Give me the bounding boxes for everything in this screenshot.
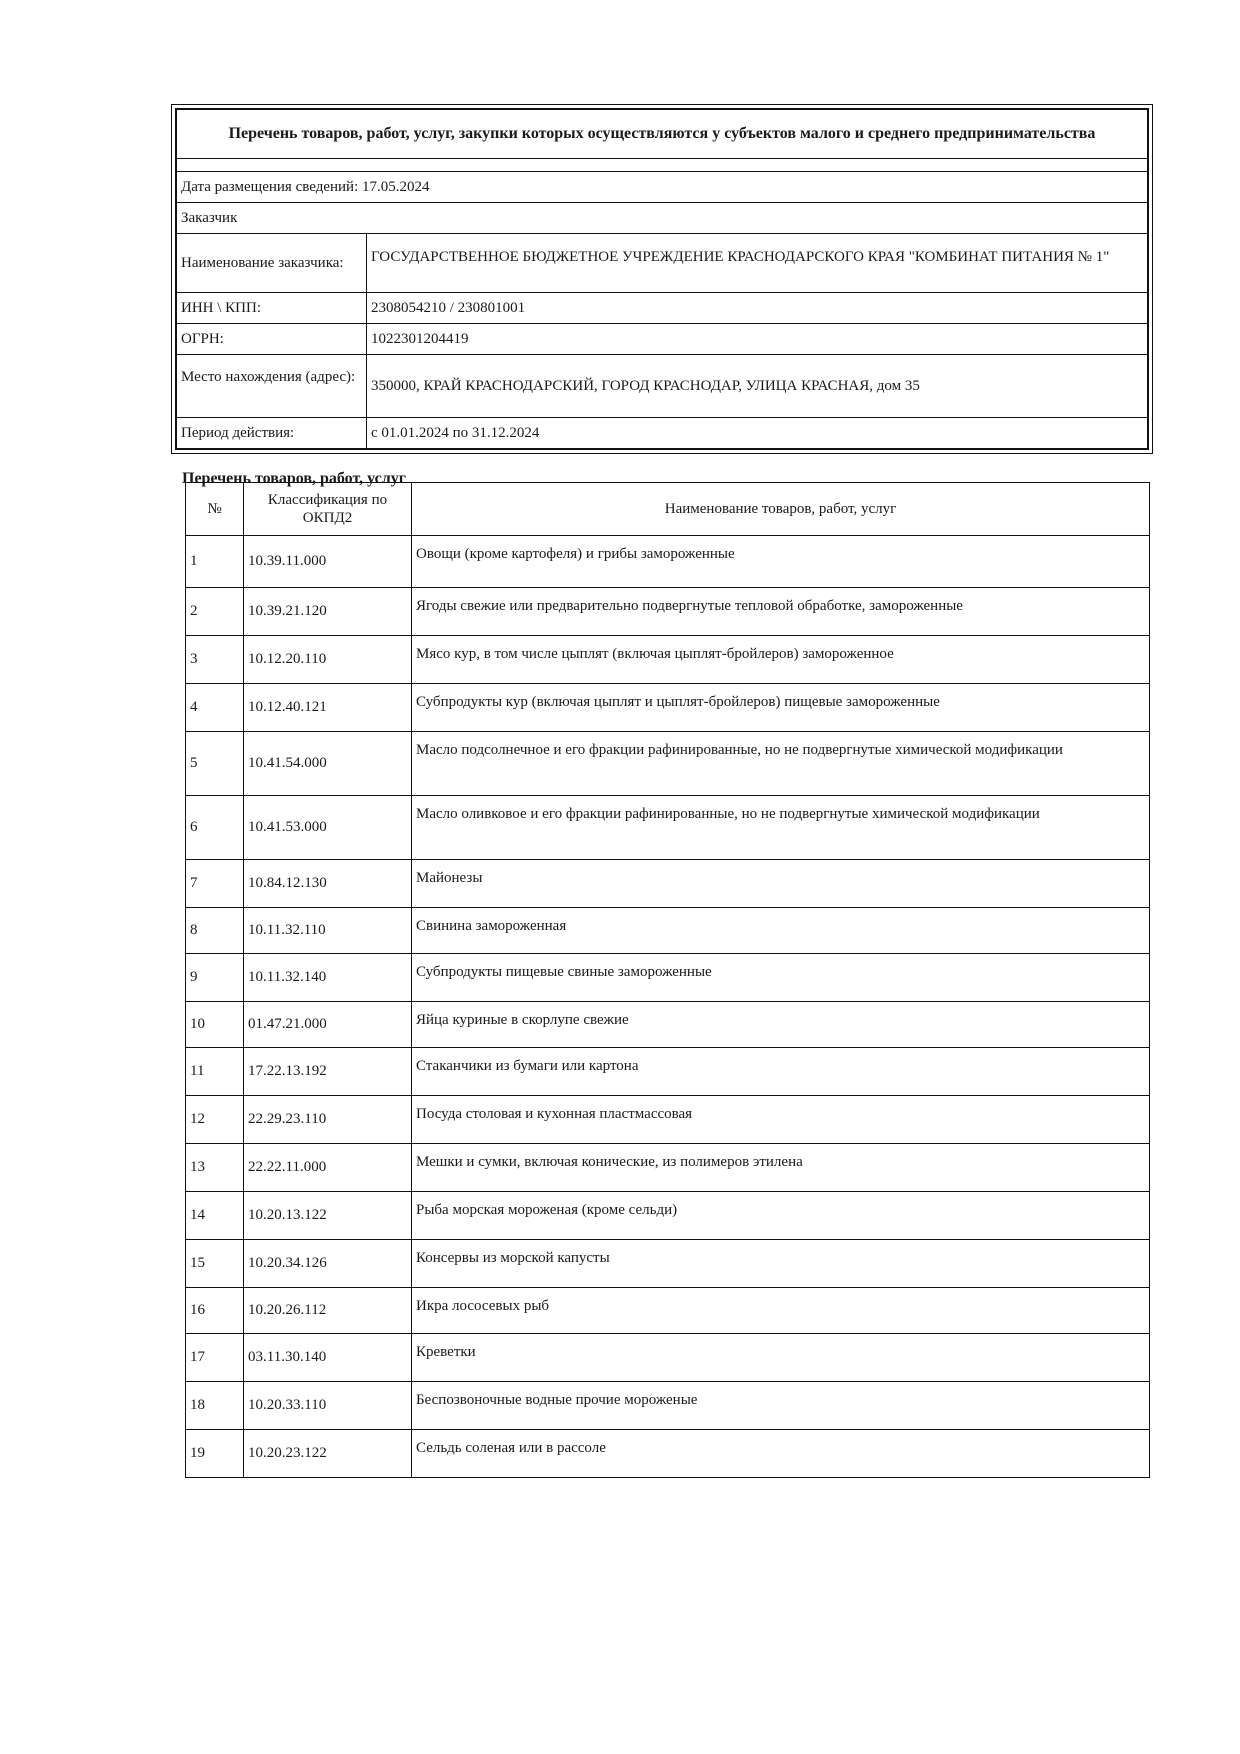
header-goods-name: Наименование товаров, работ, услуг bbox=[412, 483, 1150, 536]
inn-kpp-value: 2308054210 / 230801001 bbox=[371, 299, 526, 316]
row-okpd2-code: 10.20.34.126 bbox=[244, 1240, 412, 1288]
header-number: № bbox=[186, 483, 244, 536]
table-row bbox=[186, 1192, 1150, 1240]
row-okpd2-code: 10.39.21.120 bbox=[244, 588, 412, 636]
customer-section-label: Заказчик bbox=[177, 203, 1147, 234]
row-goods-name: Мешки и сумки, включая конические, из полимеров этилена bbox=[412, 1144, 1150, 1192]
table-row bbox=[186, 732, 1150, 796]
row-goods-name: Ягоды свежие или предварительно подвергнутые тепловой обработке, замороженные bbox=[412, 588, 1150, 636]
header-okpd2: Классификация по ОКПД2 bbox=[244, 483, 412, 536]
table-row bbox=[186, 588, 1150, 636]
row-number: 17 bbox=[186, 1334, 244, 1382]
row-number: 16 bbox=[186, 1288, 244, 1334]
goods-table-body bbox=[186, 536, 1150, 1478]
row-number: 6 bbox=[186, 796, 244, 860]
inn-kpp-row bbox=[177, 293, 1147, 324]
table-row bbox=[186, 1096, 1150, 1144]
row-okpd2-code: 10.41.54.000 bbox=[244, 732, 412, 796]
document-title: Перечень товаров, работ, услуг, закупки которых осуществляются у субъектов малого и среднего предпринимательства bbox=[177, 110, 1147, 159]
row-number: 18 bbox=[186, 1382, 244, 1430]
table-row bbox=[186, 1382, 1150, 1430]
row-number: 2 bbox=[186, 588, 244, 636]
row-okpd2-code: 03.11.30.140 bbox=[244, 1334, 412, 1382]
row-goods-name: Субпродукты пищевые свиные замороженные bbox=[412, 954, 1150, 1002]
table-row bbox=[186, 860, 1150, 908]
row-okpd2-code: 10.20.23.122 bbox=[244, 1430, 412, 1478]
placement-date: Дата размещения сведений: 17.05.2024 bbox=[177, 172, 1147, 203]
table-row bbox=[186, 684, 1150, 732]
row-okpd2-code: 10.84.12.130 bbox=[244, 860, 412, 908]
row-goods-name: Субпродукты кур (включая цыплят и цыплят-бройлеров) пищевые замороженные bbox=[412, 684, 1150, 732]
row-goods-name: Майонезы bbox=[412, 860, 1150, 908]
row-okpd2-code: 10.41.53.000 bbox=[244, 796, 412, 860]
customer-name-label: Наименование заказчика: bbox=[177, 234, 367, 292]
row-goods-name: Икра лососевых рыб bbox=[412, 1288, 1150, 1334]
table-row bbox=[186, 536, 1150, 588]
row-okpd2-code: 10.12.20.110 bbox=[244, 636, 412, 684]
row-goods-name: Консервы из морской капусты bbox=[412, 1240, 1150, 1288]
row-number: 3 bbox=[186, 636, 244, 684]
row-number: 11 bbox=[186, 1048, 244, 1096]
row-okpd2-code: 10.39.11.000 bbox=[244, 536, 412, 588]
table-row bbox=[186, 1144, 1150, 1192]
row-okpd2-code: 10.11.32.140 bbox=[244, 954, 412, 1002]
customer-info-block bbox=[175, 108, 1149, 450]
row-goods-name: Креветки bbox=[412, 1334, 1150, 1382]
period-value: с 01.01.2024 по 31.12.2024 bbox=[371, 424, 540, 441]
ogrn-value: 1022301204419 bbox=[371, 330, 469, 347]
period-label: Период действия: bbox=[177, 418, 367, 448]
row-goods-name: Стаканчики из бумаги или картона bbox=[412, 1048, 1150, 1096]
table-row bbox=[186, 1048, 1150, 1096]
row-number: 8 bbox=[186, 908, 244, 954]
inn-kpp-label: ИНН \ КПП: bbox=[177, 293, 367, 323]
row-goods-name: Яйца куриные в скорлупе свежие bbox=[412, 1002, 1150, 1048]
customer-name-value: ГОСУДАРСТВЕННОЕ БЮДЖЕТНОЕ УЧРЕЖДЕНИЕ КРАСНОДАРСКОГО КРАЯ "КОМБИНАТ ПИТАНИЯ № 1" bbox=[371, 249, 1110, 265]
period-row bbox=[177, 418, 1147, 448]
row-number: 15 bbox=[186, 1240, 244, 1288]
customer-name-row bbox=[177, 234, 1147, 293]
row-okpd2-code: 01.47.21.000 bbox=[244, 1002, 412, 1048]
table-row bbox=[186, 1240, 1150, 1288]
row-okpd2-code: 22.29.23.110 bbox=[244, 1096, 412, 1144]
table-row bbox=[186, 1334, 1150, 1382]
table-row bbox=[186, 636, 1150, 684]
row-goods-name: Овощи (кроме картофеля) и грибы замороженные bbox=[412, 536, 1150, 588]
row-goods-name: Масло подсолнечное и его фракции рафинированные, но не подвергнутые химической модификации bbox=[412, 732, 1150, 796]
table-row bbox=[186, 1430, 1150, 1478]
table-row bbox=[186, 1002, 1150, 1048]
row-number: 14 bbox=[186, 1192, 244, 1240]
row-okpd2-code: 10.12.40.121 bbox=[244, 684, 412, 732]
row-number: 4 bbox=[186, 684, 244, 732]
row-okpd2-code: 10.20.33.110 bbox=[244, 1382, 412, 1430]
table-row bbox=[186, 908, 1150, 954]
header-spacer bbox=[177, 159, 1147, 172]
goods-list-title: Перечень товаров, работ, услуг bbox=[182, 470, 406, 487]
ogrn-row bbox=[177, 324, 1147, 355]
table-row bbox=[186, 1288, 1150, 1334]
row-goods-name: Беспозвоночные водные прочие мороженые bbox=[412, 1382, 1150, 1430]
row-number: 12 bbox=[186, 1096, 244, 1144]
row-goods-name: Свинина замороженная bbox=[412, 908, 1150, 954]
row-number: 1 bbox=[186, 536, 244, 588]
address-value: 350000, КРАЙ КРАСНОДАРСКИЙ, ГОРОД КРАСНОДАР, УЛИЦА КРАСНАЯ, дом 35 bbox=[371, 377, 920, 394]
row-number: 13 bbox=[186, 1144, 244, 1192]
table-row bbox=[186, 796, 1150, 860]
row-okpd2-code: 10.11.32.110 bbox=[244, 908, 412, 954]
table-header-row bbox=[186, 483, 1150, 536]
row-goods-name: Сельдь соленая или в рассоле bbox=[412, 1430, 1150, 1478]
address-label: Место нахождения (адрес): bbox=[177, 355, 367, 417]
row-number: 7 bbox=[186, 860, 244, 908]
table-row bbox=[186, 954, 1150, 1002]
ogrn-label: ОГРН: bbox=[177, 324, 367, 354]
row-okpd2-code: 10.20.26.112 bbox=[244, 1288, 412, 1334]
address-row bbox=[177, 355, 1147, 418]
goods-table bbox=[185, 482, 1150, 1478]
row-goods-name: Посуда столовая и кухонная пластмассовая bbox=[412, 1096, 1150, 1144]
row-goods-name: Мясо кур, в том числе цыплят (включая цыплят-бройлеров) замороженное bbox=[412, 636, 1150, 684]
row-okpd2-code: 17.22.13.192 bbox=[244, 1048, 412, 1096]
row-number: 19 bbox=[186, 1430, 244, 1478]
row-number: 9 bbox=[186, 954, 244, 1002]
row-goods-name: Масло оливковое и его фракции рафинированные, но не подвергнутые химической модификации bbox=[412, 796, 1150, 860]
row-goods-name: Рыба морская мороженая (кроме сельди) bbox=[412, 1192, 1150, 1240]
row-okpd2-code: 22.22.11.000 bbox=[244, 1144, 412, 1192]
row-number: 10 bbox=[186, 1002, 244, 1048]
row-okpd2-code: 10.20.13.122 bbox=[244, 1192, 412, 1240]
row-number: 5 bbox=[186, 732, 244, 796]
